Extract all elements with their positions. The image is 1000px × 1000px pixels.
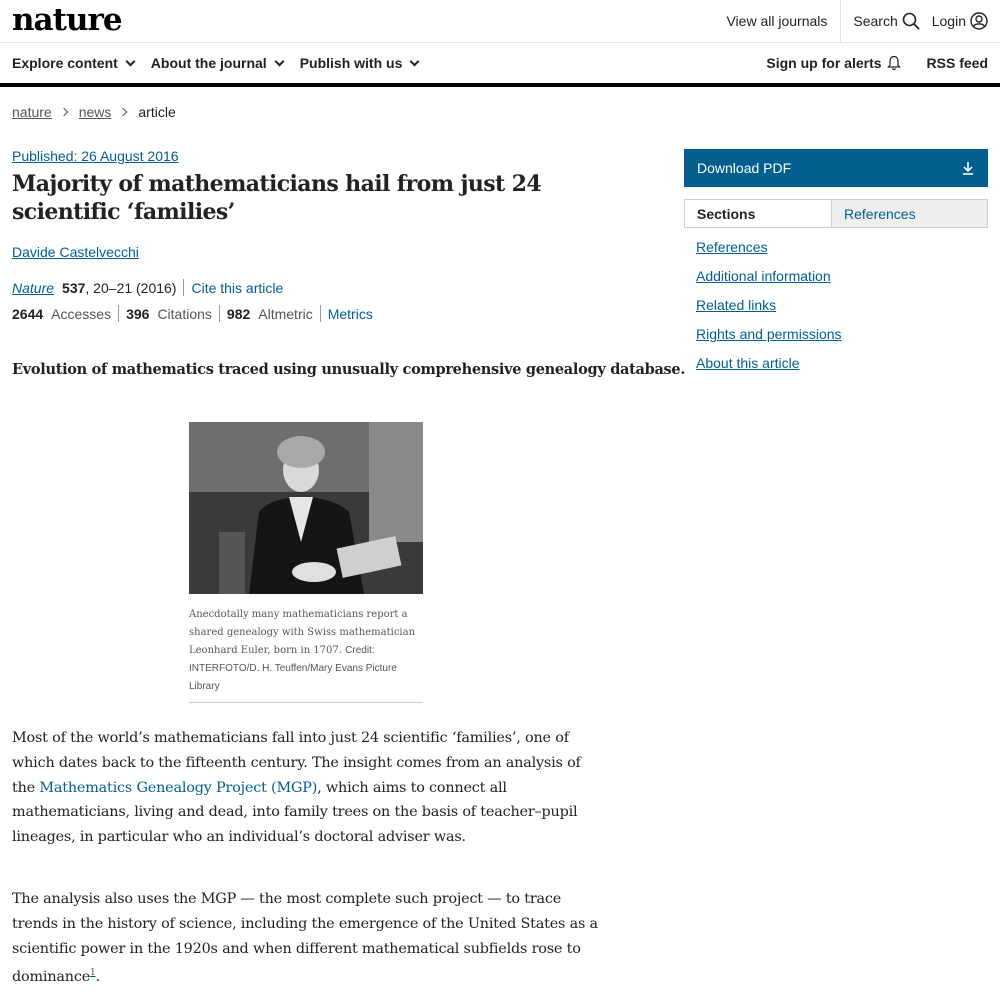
paragraph-1 [12, 726, 602, 850]
divider [320, 305, 321, 322]
rss-feed-link[interactable]: RSS feed [926, 55, 988, 71]
login-button[interactable] [932, 12, 1000, 30]
article-figure [189, 422, 423, 703]
user-icon [970, 12, 988, 30]
download-pdf-button[interactable] [684, 149, 988, 187]
breadcrumb-article: article [138, 104, 176, 120]
accesses-label: Accesses [51, 305, 112, 322]
paragraph-1-text-end: , which aims to connect all mathematicians, living and dead, into family trees on the basis of teacher–pupil lineages, in particular who an individual’s doctoral adviser was. [12, 779, 578, 846]
sidebar-tabs [684, 199, 988, 228]
euler-portrait-image[interactable] [189, 422, 423, 594]
section-link-about-article[interactable]: About this article [696, 355, 800, 371]
section-link-references[interactable]: References [696, 239, 768, 255]
citations-label: Citations [157, 305, 212, 322]
standfirst: Evolution of mathematics traced using unusually comprehensive genealogy database. [12, 361, 686, 378]
nav-menu [12, 43, 418, 83]
divider [118, 305, 119, 322]
published-date[interactable]: Published: 26 August 2016 [12, 148, 179, 164]
chevron-down-icon [274, 56, 284, 66]
paragraph-2-text: The analysis also uses the MGP — the most complete such project — to trace trends in the history of science, including the emergence of the United States as a scientific power in the 1920s and when different mathematical subfields rose to dominance [12, 891, 598, 986]
divider [183, 279, 184, 296]
tab-sections[interactable]: Sections [684, 199, 831, 227]
chevron-right-icon [119, 108, 127, 116]
caption-credit: Credit: INTERFOTO/D. H. Teuffen/Mary Evans Picture Library [189, 645, 397, 692]
breadcrumb-news[interactable]: news [78, 104, 112, 120]
alerts-label: Sign up for alerts [766, 55, 882, 71]
section-link-rights-permissions[interactable]: Rights and permissions [696, 326, 842, 342]
mgp-link[interactable]: Mathematics Genealogy Project (MGP) [39, 779, 318, 796]
chevron-down-icon [410, 56, 420, 66]
accesses-count: 2644 [12, 305, 44, 322]
sections-list [684, 237, 988, 382]
chevron-right-icon [59, 108, 67, 116]
chevron-down-icon [125, 56, 135, 66]
paragraph-2-end: . [95, 969, 100, 986]
download-icon [962, 161, 974, 175]
main-nav [0, 43, 1000, 87]
volume: 537 [62, 279, 86, 296]
login-label: Login [931, 13, 966, 29]
view-all-journals-link[interactable]: View all journals [726, 0, 841, 42]
section-link-additional-information[interactable]: Additional information [696, 268, 831, 284]
figure-caption [189, 606, 423, 703]
article-title: Majority of mathematicians hail from just 24 scientific ‘families’ [12, 171, 542, 225]
nature-logo[interactable]: nature [12, 2, 122, 38]
citations-count: 396 [126, 305, 150, 322]
nav-label: Publish with us [299, 55, 403, 71]
paragraph-1-text: Most of the world’s mathematicians fall into just 24 scientific ‘families’, one of which dates back to the fifteenth century. The insight comes from an analysis of the [12, 730, 581, 796]
paragraph-2 [12, 887, 602, 990]
tab-references[interactable]: References [831, 199, 988, 227]
sign-up-alerts-button[interactable] [766, 55, 900, 71]
search-button[interactable] [841, 12, 931, 30]
metrics-link[interactable]: Metrics [327, 305, 373, 322]
topbar-actions [726, 0, 1000, 42]
metrics-bar [12, 305, 373, 322]
divider [219, 305, 220, 322]
breadcrumb [12, 104, 176, 120]
reference-1-link[interactable]: 1 [90, 968, 96, 979]
sidebar [684, 149, 988, 382]
pages: , 20–21 (2016) [85, 279, 177, 296]
download-pdf-label: Download PDF [697, 160, 792, 176]
search-icon [902, 12, 920, 30]
caption-text: Anecdotally many mathematicians report a shared genealogy with Swiss mathematician Leonhard Euler, born in 1707. [189, 609, 416, 656]
nav-actions [766, 43, 988, 83]
bell-icon [887, 55, 901, 71]
portrait-illustration [189, 422, 423, 594]
nav-label: Explore content [12, 55, 118, 71]
altmetric-count: 982 [226, 305, 251, 322]
search-label: Search [853, 13, 898, 29]
breadcrumb-nature[interactable]: nature [12, 104, 52, 120]
section-link-related-links[interactable]: Related links [696, 297, 777, 313]
nav-label: About the journal [150, 55, 267, 71]
nav-publish-with-us[interactable] [300, 55, 419, 71]
top-bar [0, 0, 1000, 43]
cite-this-article-link[interactable]: Cite this article [191, 279, 284, 296]
author-link[interactable]: Davide Castelvecchi [12, 244, 139, 260]
nav-explore-content[interactable] [12, 55, 134, 71]
altmetric-label: Altmetric [258, 305, 313, 322]
citation-line [12, 279, 283, 296]
journal-link[interactable]: Nature [12, 279, 55, 296]
nav-about-journal[interactable] [151, 55, 283, 71]
